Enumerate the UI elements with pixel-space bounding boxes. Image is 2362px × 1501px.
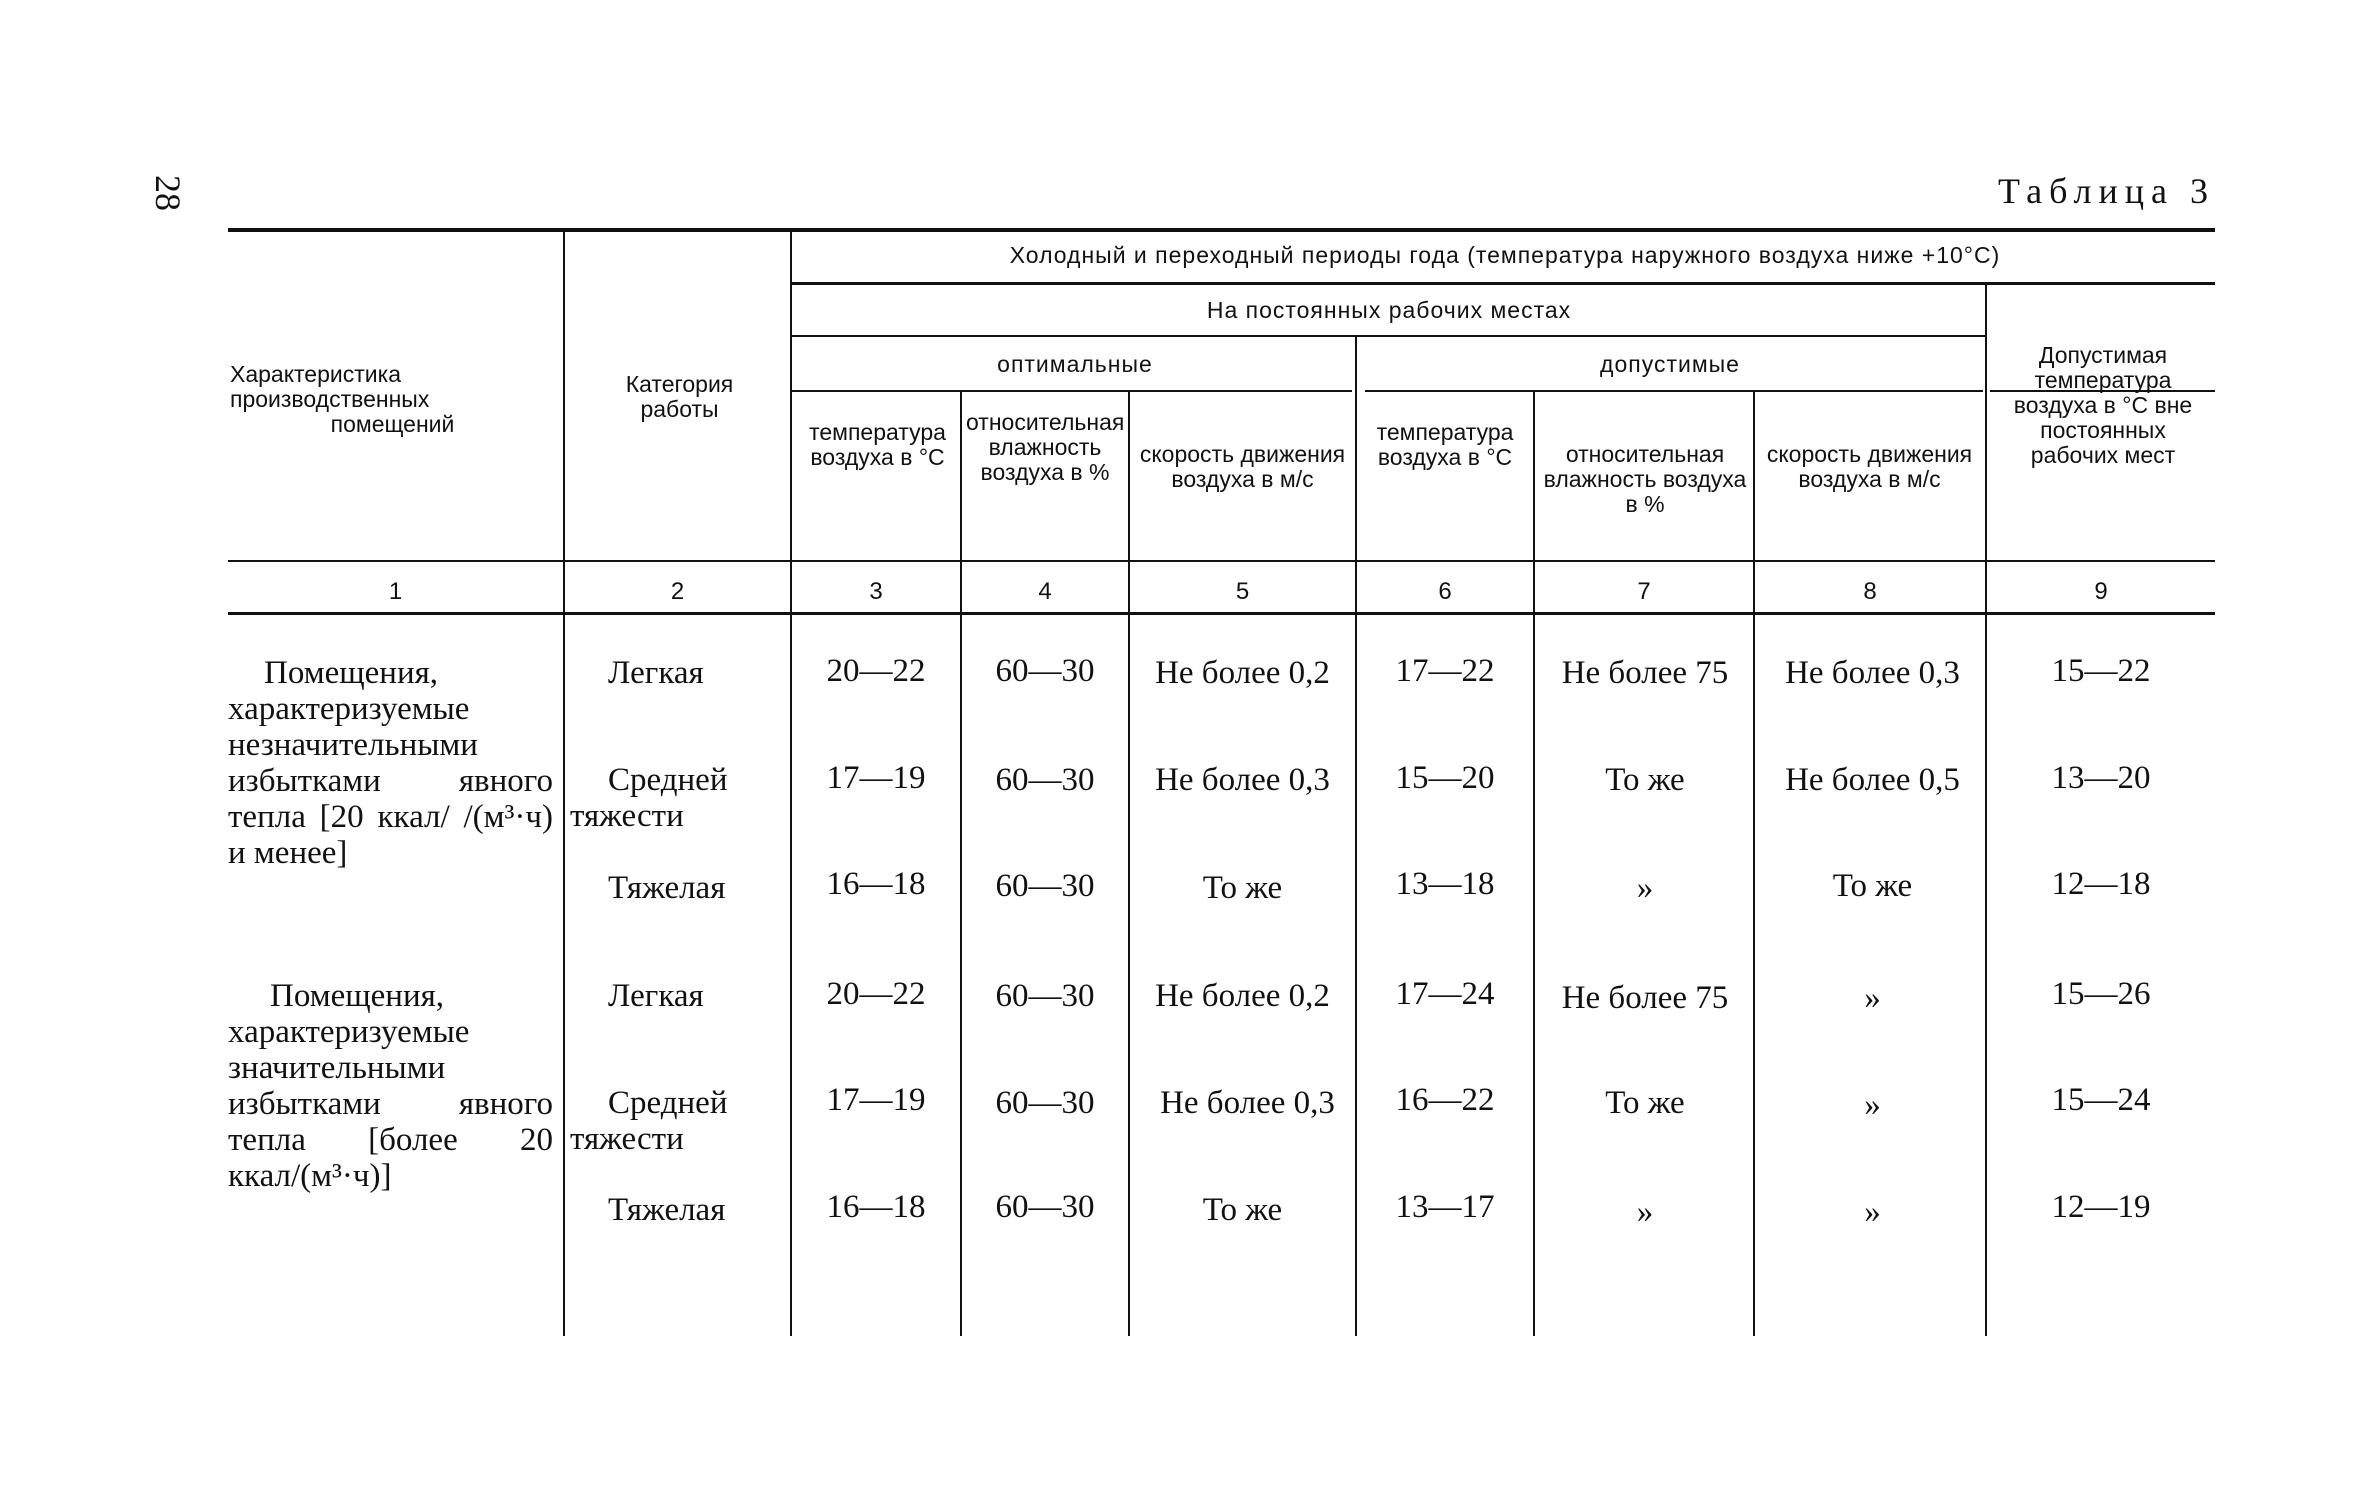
- col-number-4: 4: [1038, 578, 1052, 605]
- permanent-rule: [790, 335, 1985, 337]
- table-cell: 13—20: [2051, 760, 2151, 796]
- vrule-7: [1753, 392, 1755, 1336]
- table-title: Таблица 3: [1998, 171, 2215, 211]
- header-col8: скорость движения воздуха в м/с: [1766, 441, 1973, 492]
- table-cell: Не более 0,3: [1785, 655, 1960, 691]
- table-cell: 13—18: [1395, 866, 1495, 902]
- header-optimal: оптимальные: [997, 351, 1153, 377]
- col-number-8: 8: [1863, 578, 1877, 605]
- table-cell: Не более 0,3: [1155, 762, 1330, 798]
- table-cell: 20—22: [826, 976, 926, 1012]
- table-cell: То же: [1202, 1192, 1283, 1228]
- col-number-3: 3: [869, 578, 883, 605]
- table-cell: 17—19: [826, 1082, 926, 1118]
- table-cell: »: [1636, 1194, 1654, 1230]
- col-number-1: 1: [388, 578, 403, 605]
- number-row-top-rule: [228, 560, 2215, 562]
- col-number-6: 6: [1438, 578, 1452, 605]
- table-cell: 15—22: [2051, 653, 2151, 689]
- table-cell: »: [1864, 1087, 1881, 1123]
- category: Средней тяжести: [570, 762, 728, 834]
- category: Тяжелая: [608, 1192, 726, 1228]
- page-number: 28: [148, 175, 188, 211]
- table-cell: Не более 75: [1561, 655, 1729, 691]
- header-col7: относительная влажность воздуха в %: [1543, 441, 1747, 517]
- header-col3: температура воздуха в °С: [809, 419, 946, 470]
- header-col1: Характеристика производственных помещений: [230, 361, 455, 437]
- group-2-description: Помещения, характеризуемые значительными избытками явного тепла [более 20 ккал/(м³·ч)]: [228, 978, 553, 1194]
- header-allowed: допустимые: [1600, 351, 1740, 377]
- col-number-9: 9: [2094, 578, 2108, 605]
- table-cell: То же: [1605, 1085, 1685, 1121]
- header-permanent: На постоянных рабочих местах: [1206, 297, 1572, 323]
- table-cell: 12—19: [2051, 1189, 2151, 1225]
- table-cell: 13—17: [1395, 1189, 1495, 1225]
- table-cell: 12—18: [2051, 866, 2151, 902]
- table-cell: 16—18: [826, 866, 926, 902]
- table-cell: 60—30: [995, 762, 1095, 798]
- table-cell: Не более 0,3: [1160, 1085, 1335, 1121]
- optimal-rule: [790, 390, 1352, 392]
- allowed-rule: [1365, 390, 1983, 392]
- table-cell: »: [1636, 870, 1654, 906]
- table-cell: Не более 0,5: [1785, 762, 1960, 798]
- table-cell: 60—30: [995, 653, 1095, 689]
- vrule-4: [1128, 392, 1130, 1336]
- table-cell: 15—26: [2051, 976, 2151, 1012]
- table-cell: Не более 0,2: [1155, 655, 1330, 691]
- header-col2: Категория работы: [625, 371, 734, 422]
- period-rule: [790, 282, 2215, 285]
- table-cell: 15—24: [2051, 1082, 2151, 1118]
- vrule-6: [1533, 392, 1535, 1336]
- category: Легкая: [608, 655, 704, 691]
- table-cell: 17—19: [826, 760, 926, 796]
- table-cell: То же: [1202, 870, 1283, 906]
- table-cell: То же: [1605, 762, 1685, 798]
- header-col5: скорость движения воздуха в м/с: [1139, 441, 1346, 492]
- table-cell: 60—30: [995, 1189, 1095, 1225]
- col-number-5: 5: [1235, 578, 1250, 605]
- table-cell: Не более 0,2: [1155, 978, 1330, 1014]
- table-cell: 17—24: [1395, 976, 1495, 1012]
- table-cell: 20—22: [826, 653, 926, 689]
- vrule-1: [563, 232, 565, 1336]
- header-col4: относительная влажность воздуха в %: [966, 409, 1125, 485]
- table-cell: 60—30: [995, 868, 1095, 904]
- table-cell: 16—22: [1395, 1082, 1495, 1118]
- category: Средней тяжести: [570, 1085, 728, 1157]
- col-number-7: 7: [1637, 578, 1651, 605]
- table-cell: 16—18: [826, 1189, 926, 1225]
- col-number-2: 2: [670, 578, 685, 605]
- table-top-rule: [228, 228, 2215, 232]
- table-cell: Не более 75: [1561, 980, 1729, 1016]
- number-row-bottom-rule: [228, 612, 2215, 615]
- table-cell: »: [1864, 1194, 1881, 1230]
- vrule-8: [1985, 285, 1987, 1336]
- table-cell: 60—30: [995, 978, 1095, 1014]
- table-cell: 17—22: [1395, 653, 1495, 689]
- category: Легкая: [608, 978, 704, 1014]
- table-cell: 15—20: [1395, 760, 1495, 796]
- category: Тяжелая: [608, 870, 726, 906]
- vrule-5: [1355, 337, 1357, 1336]
- header-period: Холодный и переходный периоды года (температура наружного воздуха ниже +10°С): [1009, 242, 2001, 268]
- group-1-description: Помещения, характеризуемые незначительными избытками явного тепла [20 ккал/ /(м³·ч) и менее]: [228, 655, 553, 871]
- table-cell: То же: [1832, 868, 1913, 904]
- table-cell: 60—30: [995, 1085, 1095, 1121]
- table-cell: »: [1864, 980, 1881, 1016]
- header-col9: Допустимая температура воздуха в °С вне постоянных рабочих мест: [2013, 342, 2193, 468]
- header-col6: температура воздуха в °С: [1376, 419, 1514, 470]
